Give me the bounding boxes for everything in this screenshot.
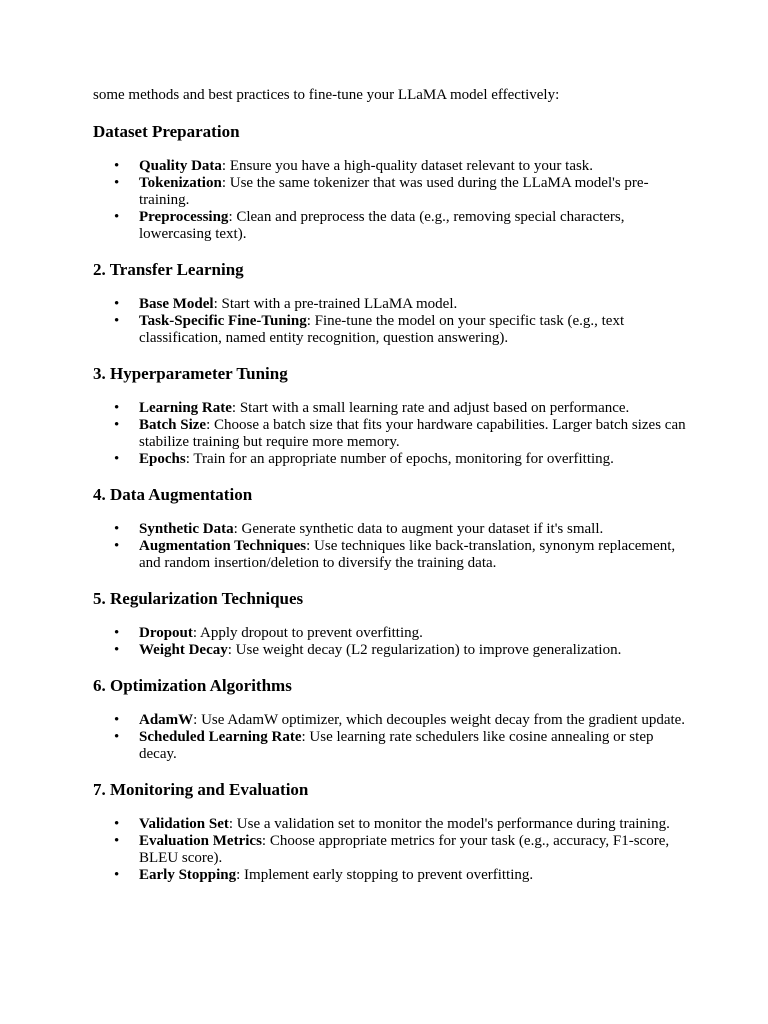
item-term: Dropout bbox=[139, 625, 193, 641]
list-item bbox=[93, 209, 693, 243]
section-heading: 2. Transfer Learning bbox=[93, 260, 244, 279]
item-term: Learning Rate bbox=[139, 400, 232, 416]
item-term: Weight Decay bbox=[139, 642, 228, 658]
list-item bbox=[93, 538, 693, 572]
item-term: Evaluation Metrics bbox=[139, 833, 262, 849]
item-description: : Use a validation set to monitor the model's performance during training. bbox=[228, 816, 670, 832]
item-description: : Ensure you have a high-quality dataset relevant to your task. bbox=[221, 158, 594, 174]
sections-container bbox=[93, 121, 693, 884]
item-term: Synthetic Data bbox=[139, 521, 234, 537]
bullet-icon: • bbox=[114, 625, 120, 641]
list-item bbox=[93, 729, 693, 763]
list-item bbox=[93, 867, 693, 884]
document-page bbox=[93, 86, 693, 900]
list-item bbox=[93, 313, 693, 347]
bullet-icon: • bbox=[114, 209, 120, 225]
item-term: Quality Data bbox=[139, 158, 222, 174]
bullet-icon: • bbox=[114, 296, 120, 312]
item-description: : Choose a batch size that fits your hardware capabilities. Larger batch sizes can stabilize training but require more memory. bbox=[139, 417, 686, 450]
item-description: : Use techniques like back-translation, synonym replacement, and random insertion/deletion to diversify the training data. bbox=[139, 538, 676, 571]
bullet-icon: • bbox=[114, 521, 120, 537]
list-item bbox=[93, 833, 693, 867]
item-description: : Fine-tune the model on your specific task (e.g., text classification, named entity recognition, question answering). bbox=[139, 313, 625, 346]
list-item bbox=[93, 296, 693, 313]
list-item bbox=[93, 521, 693, 538]
item-description: : Use the same tokenizer that was used during the LLaMA model's pre-training. bbox=[139, 175, 649, 208]
bullet-list bbox=[93, 625, 693, 659]
list-item bbox=[93, 816, 693, 833]
list-item bbox=[93, 642, 693, 659]
bullet-icon: • bbox=[114, 729, 120, 745]
item-term: Base Model bbox=[139, 296, 214, 312]
list-item bbox=[93, 400, 693, 417]
section-heading: 3. Hyperparameter Tuning bbox=[93, 364, 288, 383]
bullet-icon: • bbox=[114, 642, 120, 658]
section-heading: 6. Optimization Algorithms bbox=[93, 676, 292, 695]
item-description: : Use weight decay (L2 regularization) to improve generalization. bbox=[227, 642, 622, 658]
list-item bbox=[93, 451, 693, 468]
item-term: AdamW bbox=[139, 712, 194, 728]
item-description: : Use AdamW optimizer, which decouples weight decay from the gradient update. bbox=[193, 712, 686, 728]
item-term: Task-Specific Fine-Tuning bbox=[139, 313, 307, 329]
list-item bbox=[93, 712, 693, 729]
bullet-icon: • bbox=[114, 158, 120, 174]
item-description: : Clean and preprocess the data (e.g., removing special characters, lowercasing text). bbox=[139, 209, 625, 242]
item-term: Tokenization bbox=[139, 175, 222, 191]
bullet-list bbox=[93, 158, 693, 243]
item-term: Augmentation Techniques bbox=[139, 538, 307, 554]
item-term: Epochs bbox=[139, 451, 186, 467]
bullet-icon: • bbox=[114, 417, 120, 433]
list-item bbox=[93, 158, 693, 175]
list-item bbox=[93, 625, 693, 642]
bullet-icon: • bbox=[114, 816, 120, 832]
bullet-icon: • bbox=[114, 712, 120, 728]
section-heading: Dataset Preparation bbox=[93, 122, 240, 141]
item-description: : Train for an appropriate number of epochs, monitoring for overfitting. bbox=[185, 451, 614, 467]
list-item bbox=[93, 175, 693, 209]
bullet-list bbox=[93, 296, 693, 347]
intro-paragraph: some methods and best practices to fine-tune your LLaMA model effectively: bbox=[93, 87, 560, 103]
item-term: Early Stopping bbox=[139, 867, 237, 883]
item-term: Batch Size bbox=[139, 417, 207, 433]
list-item bbox=[93, 417, 693, 451]
item-description: : Use learning rate schedulers like cosine annealing or step decay. bbox=[139, 729, 654, 762]
item-description: : Choose appropriate metrics for your task (e.g., accuracy, F1-score, BLEU score). bbox=[139, 833, 670, 866]
bullet-icon: • bbox=[114, 175, 120, 191]
bullet-icon: • bbox=[114, 400, 120, 416]
item-description: : Generate synthetic data to augment your dataset if it's small. bbox=[233, 521, 604, 537]
bullet-icon: • bbox=[114, 313, 120, 329]
item-description: : Implement early stopping to prevent overfitting. bbox=[236, 867, 534, 883]
bullet-icon: • bbox=[114, 451, 120, 467]
item-description: : Start with a pre-trained LLaMA model. bbox=[213, 296, 458, 312]
bullet-icon: • bbox=[114, 538, 120, 554]
item-term: Preprocessing bbox=[139, 209, 229, 225]
section-heading: 5. Regularization Techniques bbox=[93, 589, 304, 608]
bullet-icon: • bbox=[114, 833, 120, 849]
section-heading: 4. Data Augmentation bbox=[93, 485, 253, 504]
bullet-list bbox=[93, 816, 693, 884]
section-heading: 7. Monitoring and Evaluation bbox=[93, 780, 309, 799]
item-term: Validation Set bbox=[139, 816, 229, 832]
item-description: : Apply dropout to prevent overfitting. bbox=[192, 625, 423, 641]
bullet-list bbox=[93, 712, 693, 763]
item-term: Scheduled Learning Rate bbox=[139, 729, 302, 745]
bullet-list bbox=[93, 521, 693, 572]
bullet-icon: • bbox=[114, 867, 120, 883]
item-description: : Start with a small learning rate and adjust based on performance. bbox=[231, 400, 630, 416]
bullet-list bbox=[93, 400, 693, 468]
